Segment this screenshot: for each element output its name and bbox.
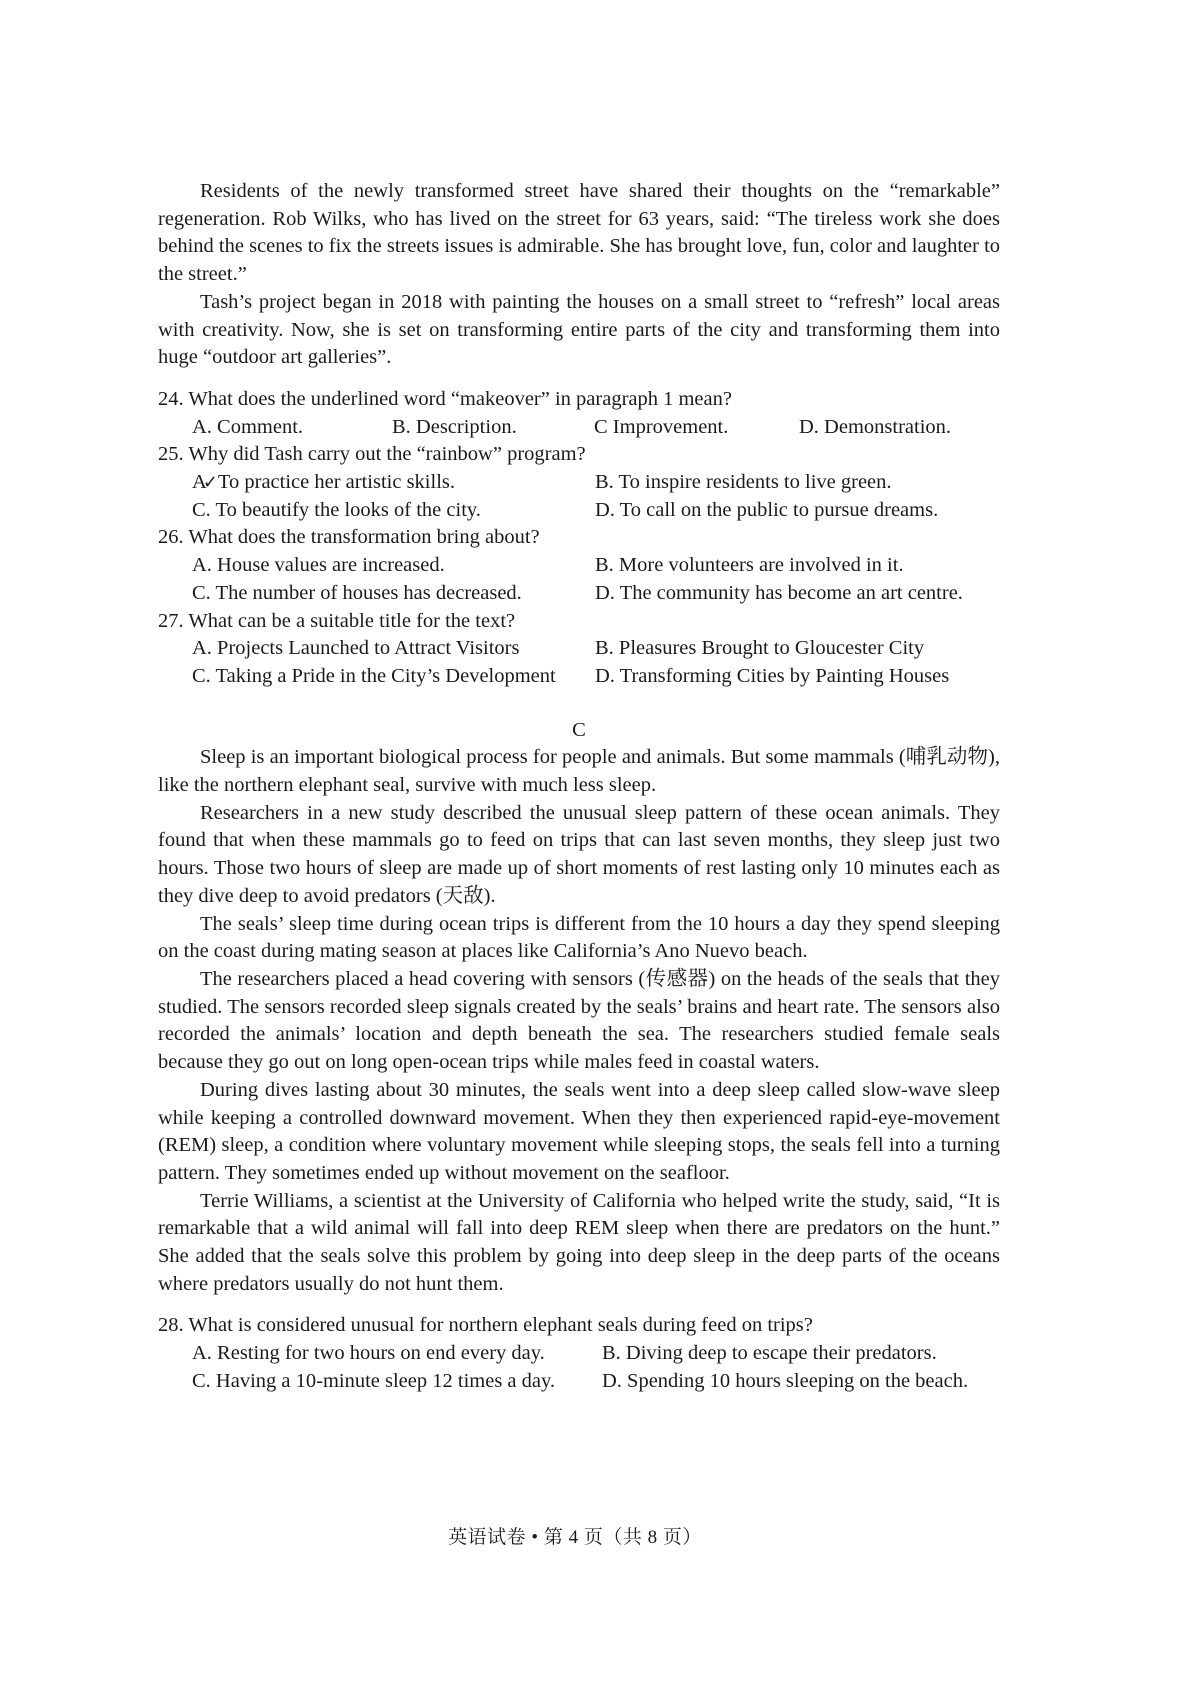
option-c: C. Having a 10-minute sleep 12 times a day. <box>192 1369 556 1392</box>
option-b: B. More volunteers are involved in it. <box>595 554 904 577</box>
spacer <box>158 691 1000 717</box>
option-d: D. Spending 10 hours sleeping on the beach. <box>602 1369 969 1392</box>
handwritten-check-mark-icon: ✓ <box>202 472 218 494</box>
passage-paragraph: The researchers placed a head covering with sensors (传感器) on the heads of the seals that they studied. The sensors recorded sleep signals created by the seals’ brains and heart rate. The sensors also recorded the animals’ location and depth beneath the sea. The researchers studied female seals because they go out on long open-ocean trips while males feed in coastal waters. <box>158 967 1000 1074</box>
question-stem: 24. What does the underlined word “makeover” in paragraph 1 mean? <box>158 387 732 410</box>
exam-page-content <box>158 178 1000 1396</box>
option-b: B. To inspire residents to live green. <box>595 471 892 494</box>
option-d: D. Demonstration. <box>799 415 952 438</box>
spacer <box>158 372 1000 386</box>
question-24 <box>158 386 1000 441</box>
question-stem: 27. What can be a suitable title for the text? <box>158 609 516 632</box>
passage-paragraph: The seals’ sleep time during ocean trips is different from the 10 hours a day they spend sleeping on the coast during mating season at places like California’s Ano Nuevo beach. <box>158 912 1000 963</box>
option-d: D. Transforming Cities by Painting Houses <box>595 664 950 687</box>
option-a: A. House values are increased. <box>192 554 445 577</box>
option-c: C Improvement. <box>594 415 729 438</box>
question-stem: 28. What is considered unusual for northern elephant seals during feed on trips? <box>158 1314 813 1337</box>
option-a: A. Comment. <box>192 415 304 438</box>
option-b: B. Pleasures Brought to Gloucester City <box>595 637 925 660</box>
option-a: A. Projects Launched to Attract Visitors <box>192 637 520 660</box>
passage-paragraph: Tash’s project began in 2018 with painting the houses on a small street to “refresh” local areas with creativity. Now, she is set on transforming entire parts of the city and transforming them into huge “outdoor art galleries”. <box>158 290 1000 369</box>
option-a: A✓To practice her artistic skills. <box>192 471 455 494</box>
option-d: D. The community has become an art centre. <box>595 581 963 604</box>
passage-paragraph: Sleep is an important biological process for people and animals. But some mammals (哺乳动物), like the northern elephant seal, survive with much less sleep. <box>158 746 1000 797</box>
options-list <box>158 635 1000 690</box>
passage-paragraph: Terrie Williams, a scientist at the University of California who helped write the study, said, “It is remarkable that a wild animal will fall into deep REM sleep when there are predators on the hunt.” She added that the seals solve this problem by going into deep sleep in the deep parts of the oceans where predators usually do not hunt them. <box>158 1189 1000 1295</box>
passage-paragraph: Residents of the newly transformed street have shared their thoughts on the “remarkable” regeneration. Rob Wilks, who has lived on the street for 63 years, said: “The tireless work she does behind the scenes to fix the streets issues is admirable. She has brought love, fun, color and laughter to the street.” <box>158 180 1001 286</box>
page-footer: 英语试卷 • 第 4 页（共 8 页） <box>448 1527 702 1548</box>
spacer <box>158 1298 1000 1312</box>
options-list <box>158 469 1000 524</box>
passage-paragraph: During dives lasting about 30 minutes, the seals went into a deep sleep called slow-wave sleep while keeping a controlled downward movement. When they then experienced rapid-eye-movement (REM) sleep, a condition where voluntary movement while sleeping stops, the seals fell into a turning pattern. They sometimes ended up without movement on the seafloor. <box>158 1078 1000 1184</box>
question-stem: 26. What does the transformation bring about? <box>158 526 540 549</box>
passage-paragraph: Researchers in a new study described the unusual sleep pattern of these ocean animals. They found that when these mammals go to feed on trips that can last seven months, they sleep just two hours. Those two hours of sleep are made up of short moments of rest lasting only 10 minutes each as they dive deep to avoid predators (天敌). <box>158 801 1000 907</box>
option-b: B. Diving deep to escape their predators. <box>602 1342 937 1365</box>
options-list <box>158 552 1000 607</box>
option-a: A. Resting for two hours on end every day. <box>192 1342 545 1365</box>
question-25 <box>158 441 1000 524</box>
option-c: C. Taking a Pride in the City’s Development <box>192 664 556 687</box>
option-d: D. To call on the public to pursue dreams. <box>595 498 939 521</box>
question-27 <box>158 608 1000 691</box>
options-list <box>158 414 1000 442</box>
option-c: C. The number of houses has decreased. <box>192 581 522 604</box>
option-b: B. Description. <box>392 415 517 438</box>
options-list <box>158 1340 1000 1395</box>
question-stem: 25. Why did Tash carry out the “rainbow” program? <box>158 443 586 466</box>
section-heading-c: C <box>572 718 586 741</box>
question-26 <box>158 524 1000 607</box>
question-28 <box>158 1312 1000 1395</box>
option-c: C. To beautify the looks of the city. <box>192 498 481 521</box>
